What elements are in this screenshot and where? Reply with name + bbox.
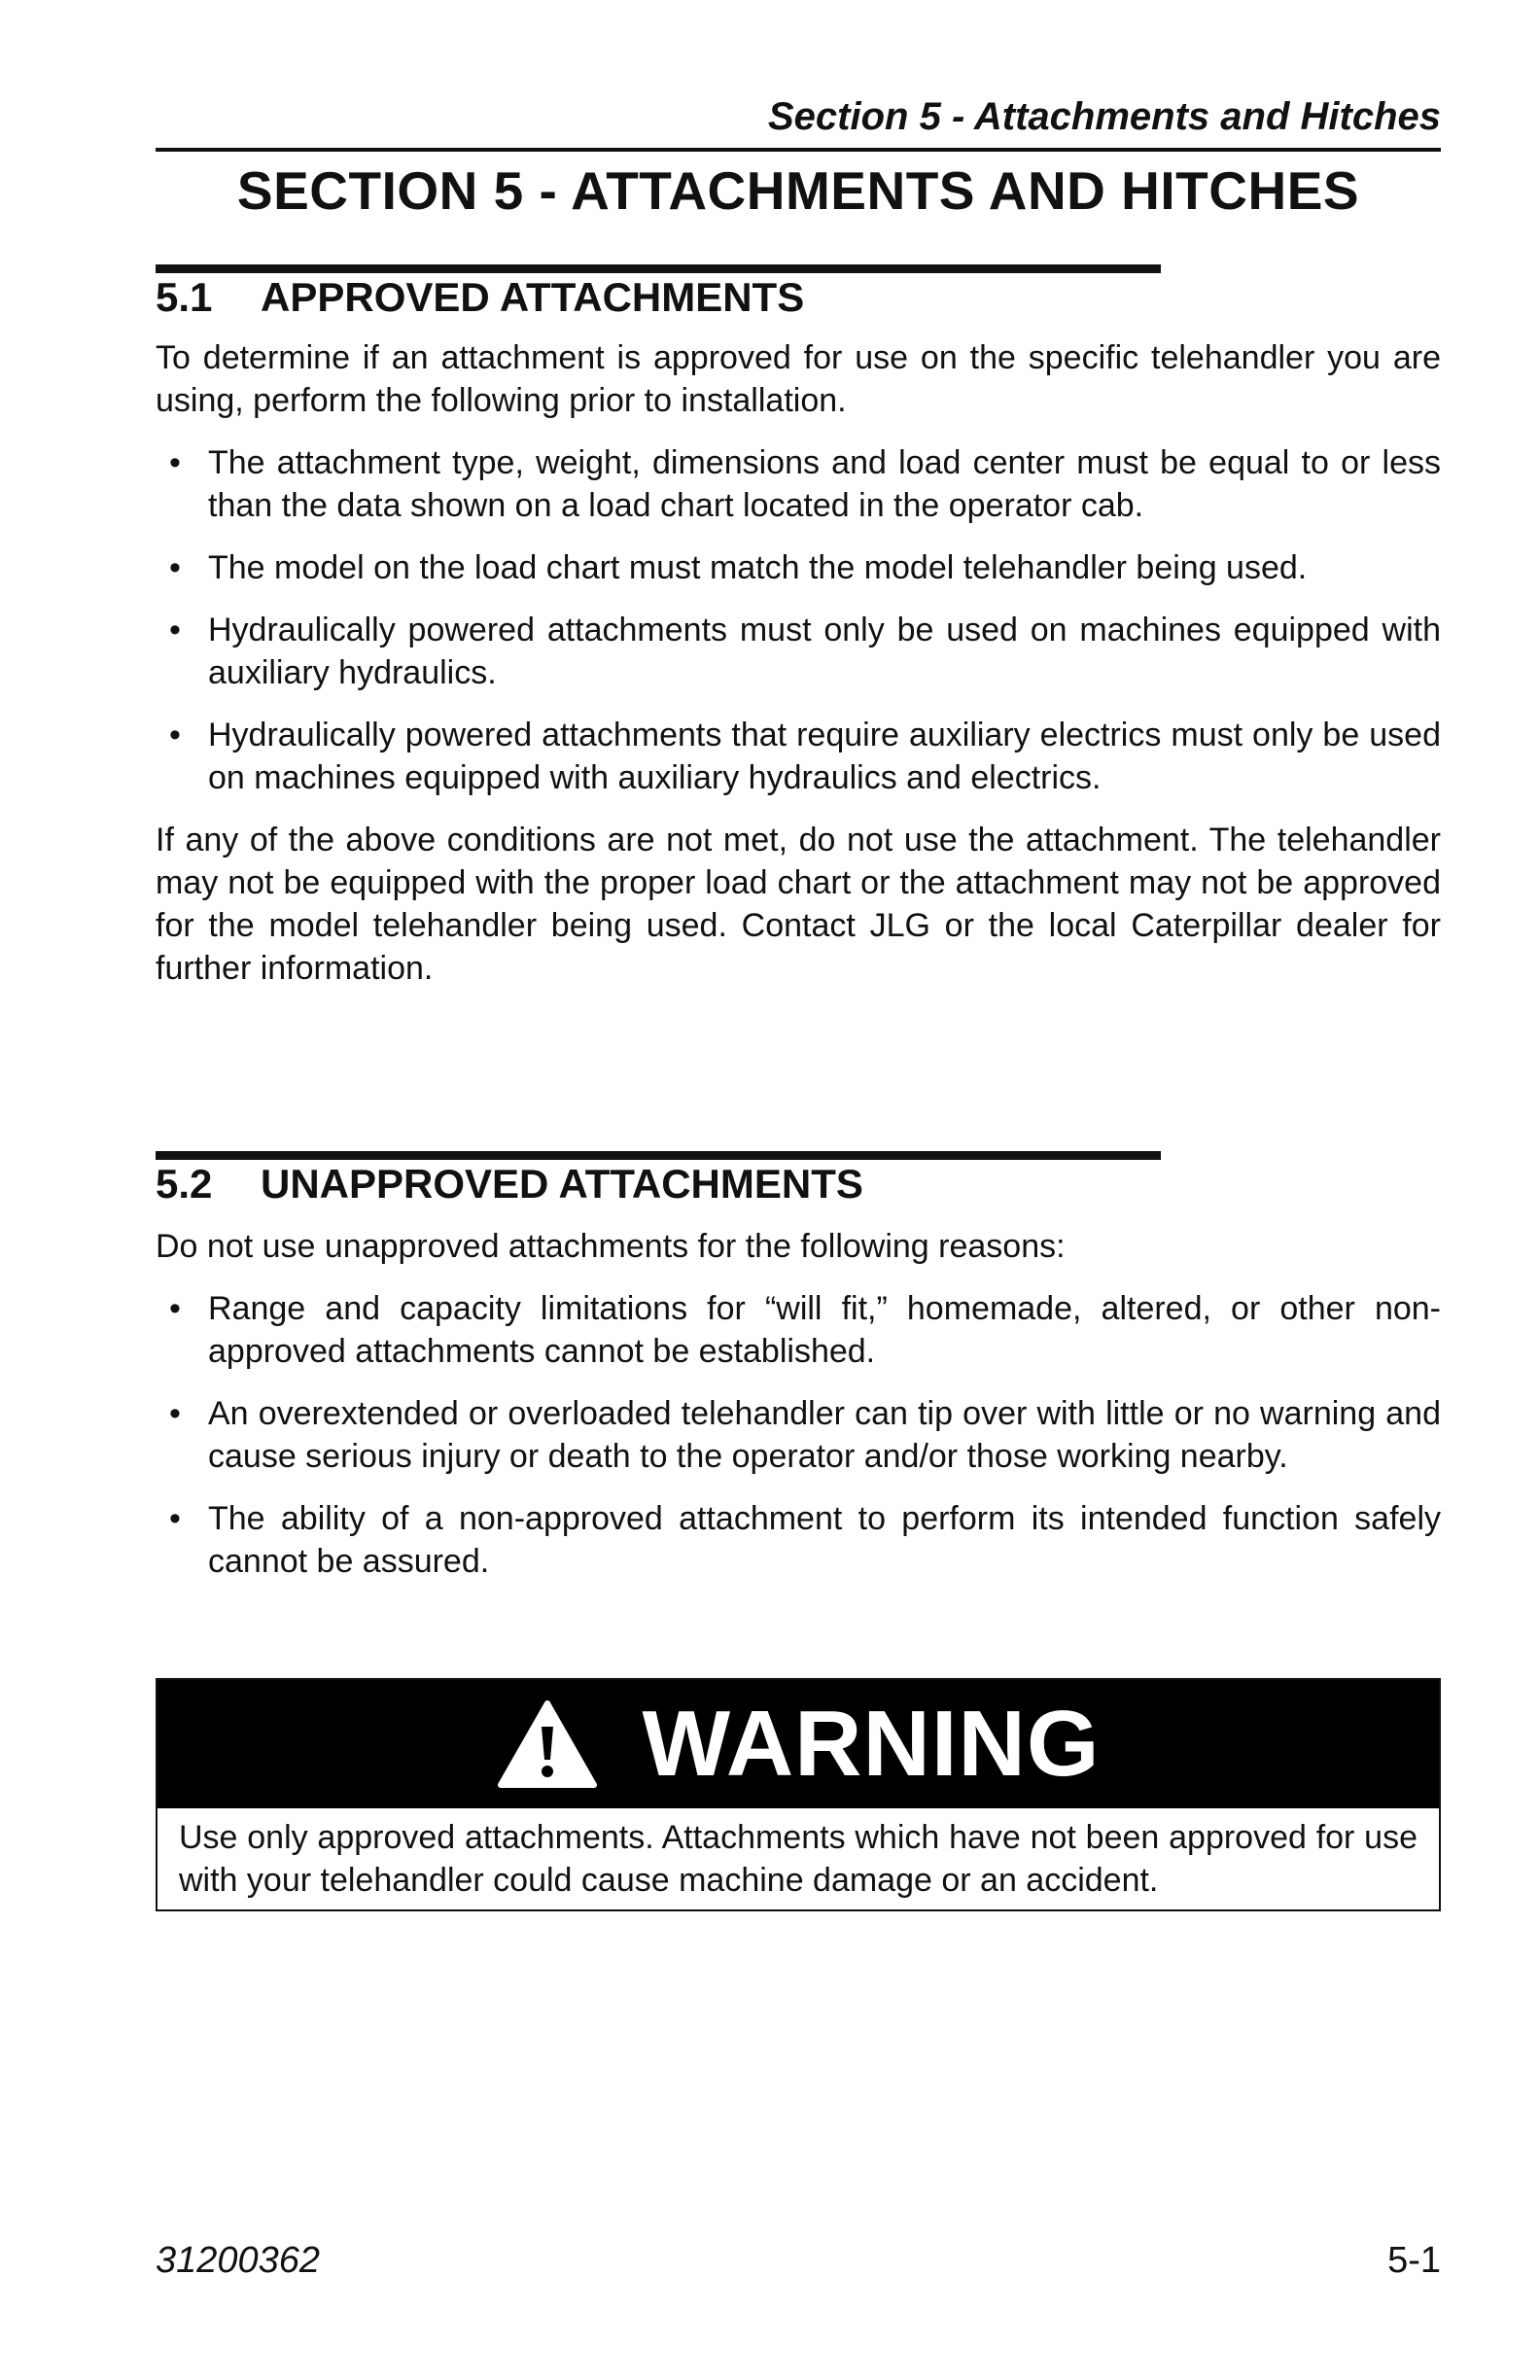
subsection-number: 5.1: [156, 274, 213, 320]
bullet-icon: •: [169, 612, 181, 648]
closing-paragraph: If any of the above conditions are not met, do not use the attachment. The telehandler may not be equipped with the proper load chart or the attachment may not be approved for the model telehandler being used. Contact JLG or the local Caterpillar dealer for further information.: [156, 822, 1441, 987]
subsection-title: APPROVED ATTACHMENTS: [261, 274, 805, 320]
subsection-heading-5-1: [156, 270, 1441, 325]
section-title: SECTION 5 - ATTACHMENTS AND HITCHES: [236, 160, 1360, 221]
list-item: • The ability of a non-approved attachment to perform its intended function safely cannot be assured.: [156, 1497, 1441, 1583]
bullet-icon: •: [169, 1500, 181, 1537]
intro-paragraph: Do not use unapproved attachments for the following reasons:: [156, 1228, 1066, 1265]
list-item: • Hydraulically powered attachments that require auxiliary electrics must only be used on machines equipped with auxiliary hydraulics and electrics.: [156, 714, 1441, 799]
subsection-body-5-2: [156, 1225, 1441, 1583]
list-item: • Hydraulically powered attachments must only be used on machines equipped with auxiliary hydraulics.: [156, 609, 1441, 694]
reason-list: [156, 1287, 1441, 1583]
warning-banner: [158, 1680, 1439, 1808]
list-item: • The attachment type, weight, dimensions and load center must be equal to or less than the data shown on a load chart located in the operator cab.: [156, 441, 1441, 527]
bullet-icon: •: [169, 549, 181, 586]
intro-paragraph: To determine if an attachment is approved for use on the specific telehandler you are using, perform the following prior to installation.: [156, 339, 1441, 419]
subsection-number: 5.2: [156, 1161, 213, 1207]
requirement-list: [156, 441, 1441, 799]
warning-triangle-icon: [497, 1699, 598, 1789]
subsection-heading-5-2: [156, 1157, 1441, 1211]
subsection-body-5-1: [156, 336, 1441, 990]
bullet-icon: •: [169, 444, 181, 481]
warning-text: Use only approved attachments. Attachments which have not been approved for use with your telehandler could cause machine damage or an accident.: [179, 1819, 1418, 1899]
subsection-title: UNAPPROVED ATTACHMENTS: [261, 1161, 863, 1207]
warning-label: WARNING: [642, 1692, 1101, 1796]
bullet-icon: •: [169, 1395, 181, 1432]
list-item: • An overextended or overloaded telehandler can tip over with little or no warning and cause serious injury or death to the operator and/or those working nearby.: [156, 1392, 1441, 1478]
running-header: Section 5 - Attachments and Hitches: [768, 95, 1441, 138]
document-number: 31200362: [156, 2240, 321, 2281]
bullet-icon: •: [169, 717, 181, 753]
list-item: • The model on the load chart must match the model telehandler being used.: [156, 546, 1441, 589]
header-rule: [156, 148, 1441, 152]
list-item: • Range and capacity limitations for “will fit,” homemade, altered, or other non-approved attachments cannot be established.: [156, 1287, 1441, 1373]
warning-box: [156, 1678, 1441, 1911]
page-number: 5-1: [1387, 2240, 1441, 2281]
bullet-icon: •: [169, 1290, 181, 1327]
